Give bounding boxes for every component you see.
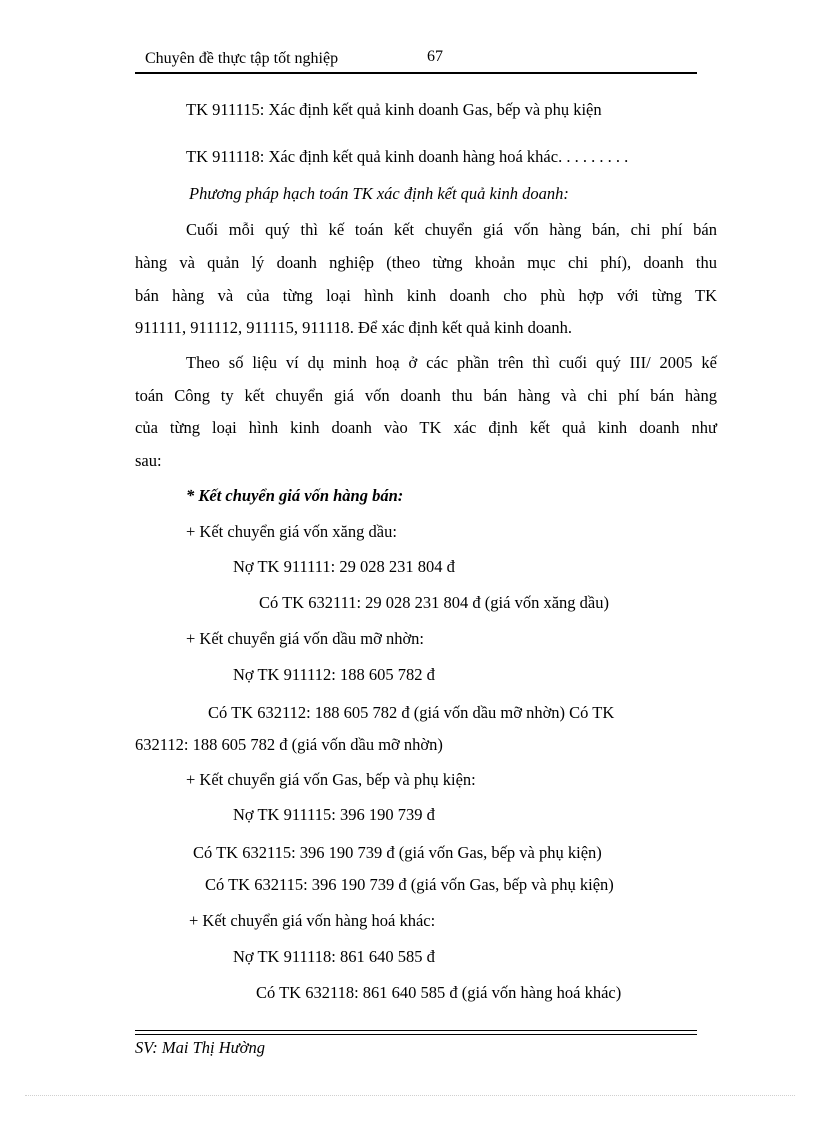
fuel-debit: Nợ TK 911111: 29 028 231 804 đ [233,557,455,576]
para1-line4: 911111, 911112, 911115, 911118. Để xác định kết quả kinh doanh. [135,318,573,337]
page-header [135,50,697,74]
fuel-label: + Kết chuyển giá vốn xăng dầu: [186,522,397,541]
footer-divider [135,1030,697,1035]
header-title: Chuyên đề thực tập tốt nghiệp [145,50,339,67]
para2-line3: của từng loại hình kinh doanh vào TK xác định kết quả kinh doanh như [135,418,717,437]
lube-label: + Kết chuyển giá vốn dầu mỡ nhờn: [186,629,425,648]
gas-label: + Kết chuyển giá vốn Gas, bếp và phụ kiện: [186,770,476,789]
method-heading: Phương pháp hạch toán TK xác định kết quả kinh doanh: [189,184,569,203]
para2-line2: toán Công ty kết chuyển giá vốn doanh thu bán hàng và chi phí bán hàng [135,386,717,405]
gas-credit-b: Có TK 632115: 396 190 739 đ (giá vốn Gas, bếp và phụ kiện) [205,875,614,894]
fuel-credit: Có TK 632111: 29 028 231 804 đ (giá vốn xăng dầu) [259,593,609,612]
para1-line3: bán hàng và của từng loại hình kinh doanh cho phù hợp với từng TK [135,286,717,305]
para2-line4: sau: [135,451,162,470]
page-bottom-border [25,1095,795,1096]
gas-credit-a: Có TK 632115: 396 190 739 đ (giá vốn Gas, bếp và phụ kiện) [193,843,602,862]
lube-debit: Nợ TK 911112: 188 605 782 đ [233,665,435,684]
page-number: 67 [427,48,443,65]
line-tk911115: TK 911115: Xác định kết quả kinh doanh Gas, bếp và phụ kiện [186,100,602,119]
line-tk911118: TK 911118: Xác định kết quả kinh doanh hàng hoá khác. . . . . . . . . [186,147,629,166]
para2-line1: Theo số liệu ví dụ minh hoạ ở các phần trên thì cuối quý III/ 2005 kế [186,353,717,372]
lube-credit-b: 632112: 188 605 782 đ (giá vốn dầu mỡ nhờn) [135,735,443,754]
lube-credit-a: Có TK 632112: 188 605 782 đ (giá vốn dầu mỡ nhờn) Có TK [208,703,615,722]
gas-debit: Nợ TK 911115: 396 190 739 đ [233,805,435,824]
other-debit: Nợ TK 911118: 861 640 585 đ [233,947,435,966]
footer-student: SV: Mai Thị Hường [135,1038,265,1057]
para1-line2: hàng và quản lý doanh nghiệp (theo từng khoản mục chi phí), doanh thu [135,253,717,272]
other-label: + Kết chuyển giá vốn hàng hoá khác: [189,911,436,930]
para1-line1: Cuối mỗi quý thì kế toán kết chuyển giá vốn hàng bán, chi phí bán [186,220,717,239]
other-credit: Có TK 632118: 861 640 585 đ (giá vốn hàng hoá khác) [256,983,622,1002]
cogs-heading: * Kết chuyển giá vốn hàng bán: [186,486,404,505]
